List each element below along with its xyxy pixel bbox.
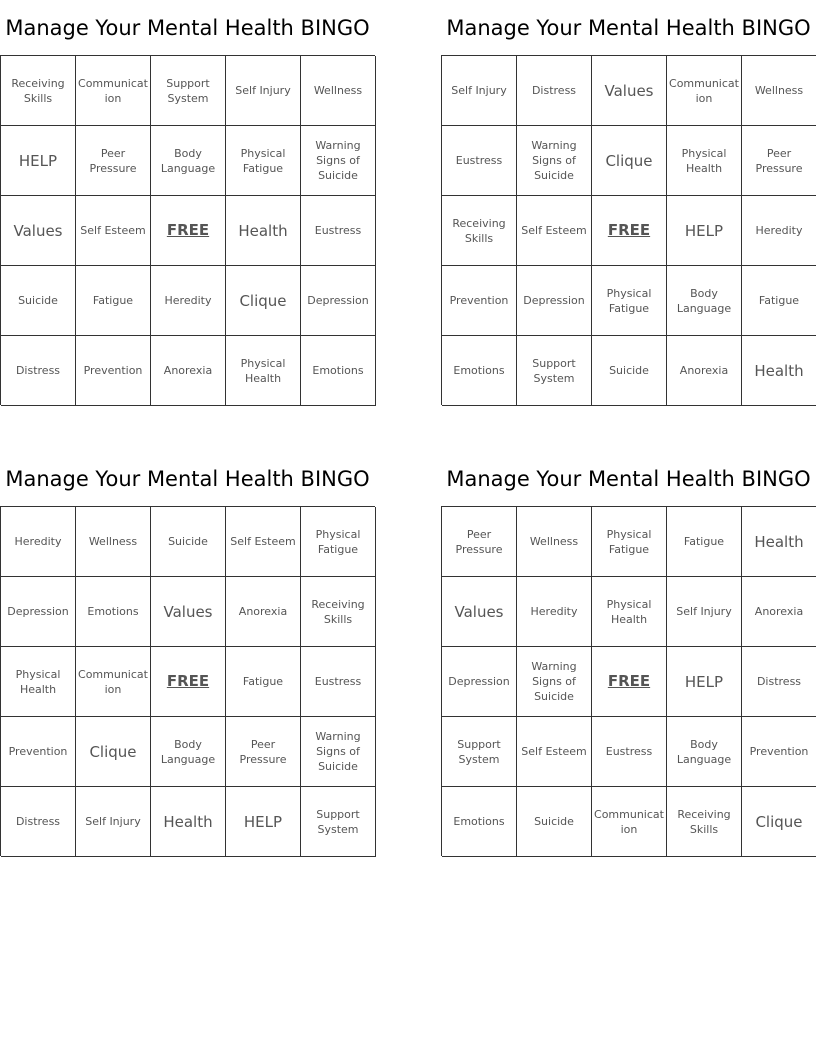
free-space: FREE: [592, 196, 667, 266]
bingo-cell: Clique: [742, 787, 816, 857]
bingo-grid: [0, 55, 375, 405]
bingo-cell: Support System: [151, 56, 226, 126]
bingo-cell: Self Injury: [442, 56, 517, 126]
bingo-cell: Peer Pressure: [226, 717, 301, 787]
bingo-cell: Receiving Skills: [301, 577, 376, 647]
bingo-card-3: [0, 451, 375, 856]
bingo-cell: Distress: [742, 647, 816, 717]
bingo-cell: Physical Health: [592, 577, 667, 647]
bingo-cell: Emotions: [442, 336, 517, 406]
bingo-cell: Self Esteem: [517, 717, 592, 787]
bingo-cell: Fatigue: [742, 266, 816, 336]
bingo-cell: Receiving Skills: [1, 56, 76, 126]
bingo-cell: Distress: [1, 336, 76, 406]
bingo-cell: Wellness: [517, 507, 592, 577]
bingo-cell: Self Injury: [667, 577, 742, 647]
bingo-cell: Suicide: [1, 266, 76, 336]
bingo-cell: Eustress: [592, 717, 667, 787]
bingo-cell: Fatigue: [667, 507, 742, 577]
bingo-cell: Self Esteem: [226, 507, 301, 577]
bingo-cell: Anorexia: [667, 336, 742, 406]
bingo-cell: Peer Pressure: [76, 126, 151, 196]
bingo-cell: Warning Signs of Suicide: [301, 126, 376, 196]
bingo-cell: Physical Fatigue: [301, 507, 376, 577]
bingo-grid: [441, 55, 816, 405]
bingo-cell: Communication: [76, 647, 151, 717]
bingo-cell: Depression: [517, 266, 592, 336]
bingo-cell: Physical Health: [667, 126, 742, 196]
bingo-card-4: [441, 451, 816, 856]
bingo-cell: Receiving Skills: [667, 787, 742, 857]
bingo-cell: Peer Pressure: [442, 507, 517, 577]
bingo-cell: Body Language: [667, 266, 742, 336]
bingo-cell: Support System: [301, 787, 376, 857]
bingo-cell: HELP: [667, 647, 742, 717]
bingo-cell: Wellness: [742, 56, 816, 126]
bingo-cell: Health: [742, 507, 816, 577]
card-title: Manage Your Mental Health BINGO: [5, 16, 370, 40]
bingo-cell: Prevention: [442, 266, 517, 336]
card-title: Manage Your Mental Health BINGO: [446, 16, 811, 40]
bingo-cell: Suicide: [592, 336, 667, 406]
bingo-cell: Support System: [517, 336, 592, 406]
bingo-cell: Self Injury: [76, 787, 151, 857]
bingo-cell: Peer Pressure: [742, 126, 816, 196]
bingo-cell: Physical Health: [226, 336, 301, 406]
card-title: Manage Your Mental Health BINGO: [446, 467, 811, 491]
bingo-card-1: [0, 0, 375, 405]
bingo-cell: Warning Signs of Suicide: [301, 717, 376, 787]
bingo-cell: Prevention: [742, 717, 816, 787]
bingo-cell: Clique: [76, 717, 151, 787]
bingo-cell: Fatigue: [76, 266, 151, 336]
bingo-cell: Emotions: [301, 336, 376, 406]
bingo-cell: Body Language: [151, 126, 226, 196]
bingo-cell: Values: [151, 577, 226, 647]
bingo-cell: Values: [442, 577, 517, 647]
bingo-cell: HELP: [667, 196, 742, 266]
bingo-cell: Physical Fatigue: [592, 507, 667, 577]
bingo-cell: Heredity: [1, 507, 76, 577]
free-space: FREE: [592, 647, 667, 717]
bingo-cell: Depression: [1, 577, 76, 647]
free-space: FREE: [151, 196, 226, 266]
bingo-cell: Communication: [76, 56, 151, 126]
bingo-cell: Anorexia: [226, 577, 301, 647]
bingo-cell: HELP: [1, 126, 76, 196]
bingo-cell: Depression: [301, 266, 376, 336]
bingo-cell: Health: [226, 196, 301, 266]
bingo-cell: Receiving Skills: [442, 196, 517, 266]
bingo-cell: Self Injury: [226, 56, 301, 126]
bingo-cell: Eustress: [301, 196, 376, 266]
free-space: FREE: [151, 647, 226, 717]
bingo-cell: Eustress: [301, 647, 376, 717]
bingo-cell: Suicide: [517, 787, 592, 857]
bingo-cell: Prevention: [1, 717, 76, 787]
bingo-cell: Physical Fatigue: [226, 126, 301, 196]
bingo-cell: Warning Signs of Suicide: [517, 647, 592, 717]
bingo-cell: Heredity: [517, 577, 592, 647]
bingo-cell: Physical Health: [1, 647, 76, 717]
bingo-cell: Clique: [592, 126, 667, 196]
bingo-cell: Body Language: [151, 717, 226, 787]
bingo-cell: Self Esteem: [76, 196, 151, 266]
bingo-cell: Wellness: [76, 507, 151, 577]
bingo-cell: Physical Fatigue: [592, 266, 667, 336]
bingo-cell: Anorexia: [742, 577, 816, 647]
bingo-cell: Anorexia: [151, 336, 226, 406]
bingo-cell: Depression: [442, 647, 517, 717]
bingo-cell: Communication: [592, 787, 667, 857]
bingo-grid: [0, 506, 375, 856]
bingo-cell: Distress: [517, 56, 592, 126]
bingo-cell: Heredity: [151, 266, 226, 336]
bingo-cell: Prevention: [76, 336, 151, 406]
bingo-card-2: [441, 0, 816, 405]
bingo-cell: Eustress: [442, 126, 517, 196]
bingo-cell: Communication: [667, 56, 742, 126]
bingo-cell: Health: [742, 336, 816, 406]
bingo-cell: Heredity: [742, 196, 816, 266]
card-title: Manage Your Mental Health BINGO: [5, 467, 370, 491]
bingo-cell: Emotions: [76, 577, 151, 647]
bingo-cell: Clique: [226, 266, 301, 336]
bingo-cell: Suicide: [151, 507, 226, 577]
bingo-cell: Fatigue: [226, 647, 301, 717]
bingo-cell: Values: [592, 56, 667, 126]
bingo-cell: HELP: [226, 787, 301, 857]
bingo-cell: Emotions: [442, 787, 517, 857]
bingo-grid: [441, 506, 816, 856]
bingo-cell: Warning Signs of Suicide: [517, 126, 592, 196]
bingo-cell: Distress: [1, 787, 76, 857]
bingo-cell: Health: [151, 787, 226, 857]
bingo-cell: Self Esteem: [517, 196, 592, 266]
bingo-cell: Support System: [442, 717, 517, 787]
bingo-cell: Values: [1, 196, 76, 266]
bingo-cell: Body Language: [667, 717, 742, 787]
bingo-cell: Wellness: [301, 56, 376, 126]
